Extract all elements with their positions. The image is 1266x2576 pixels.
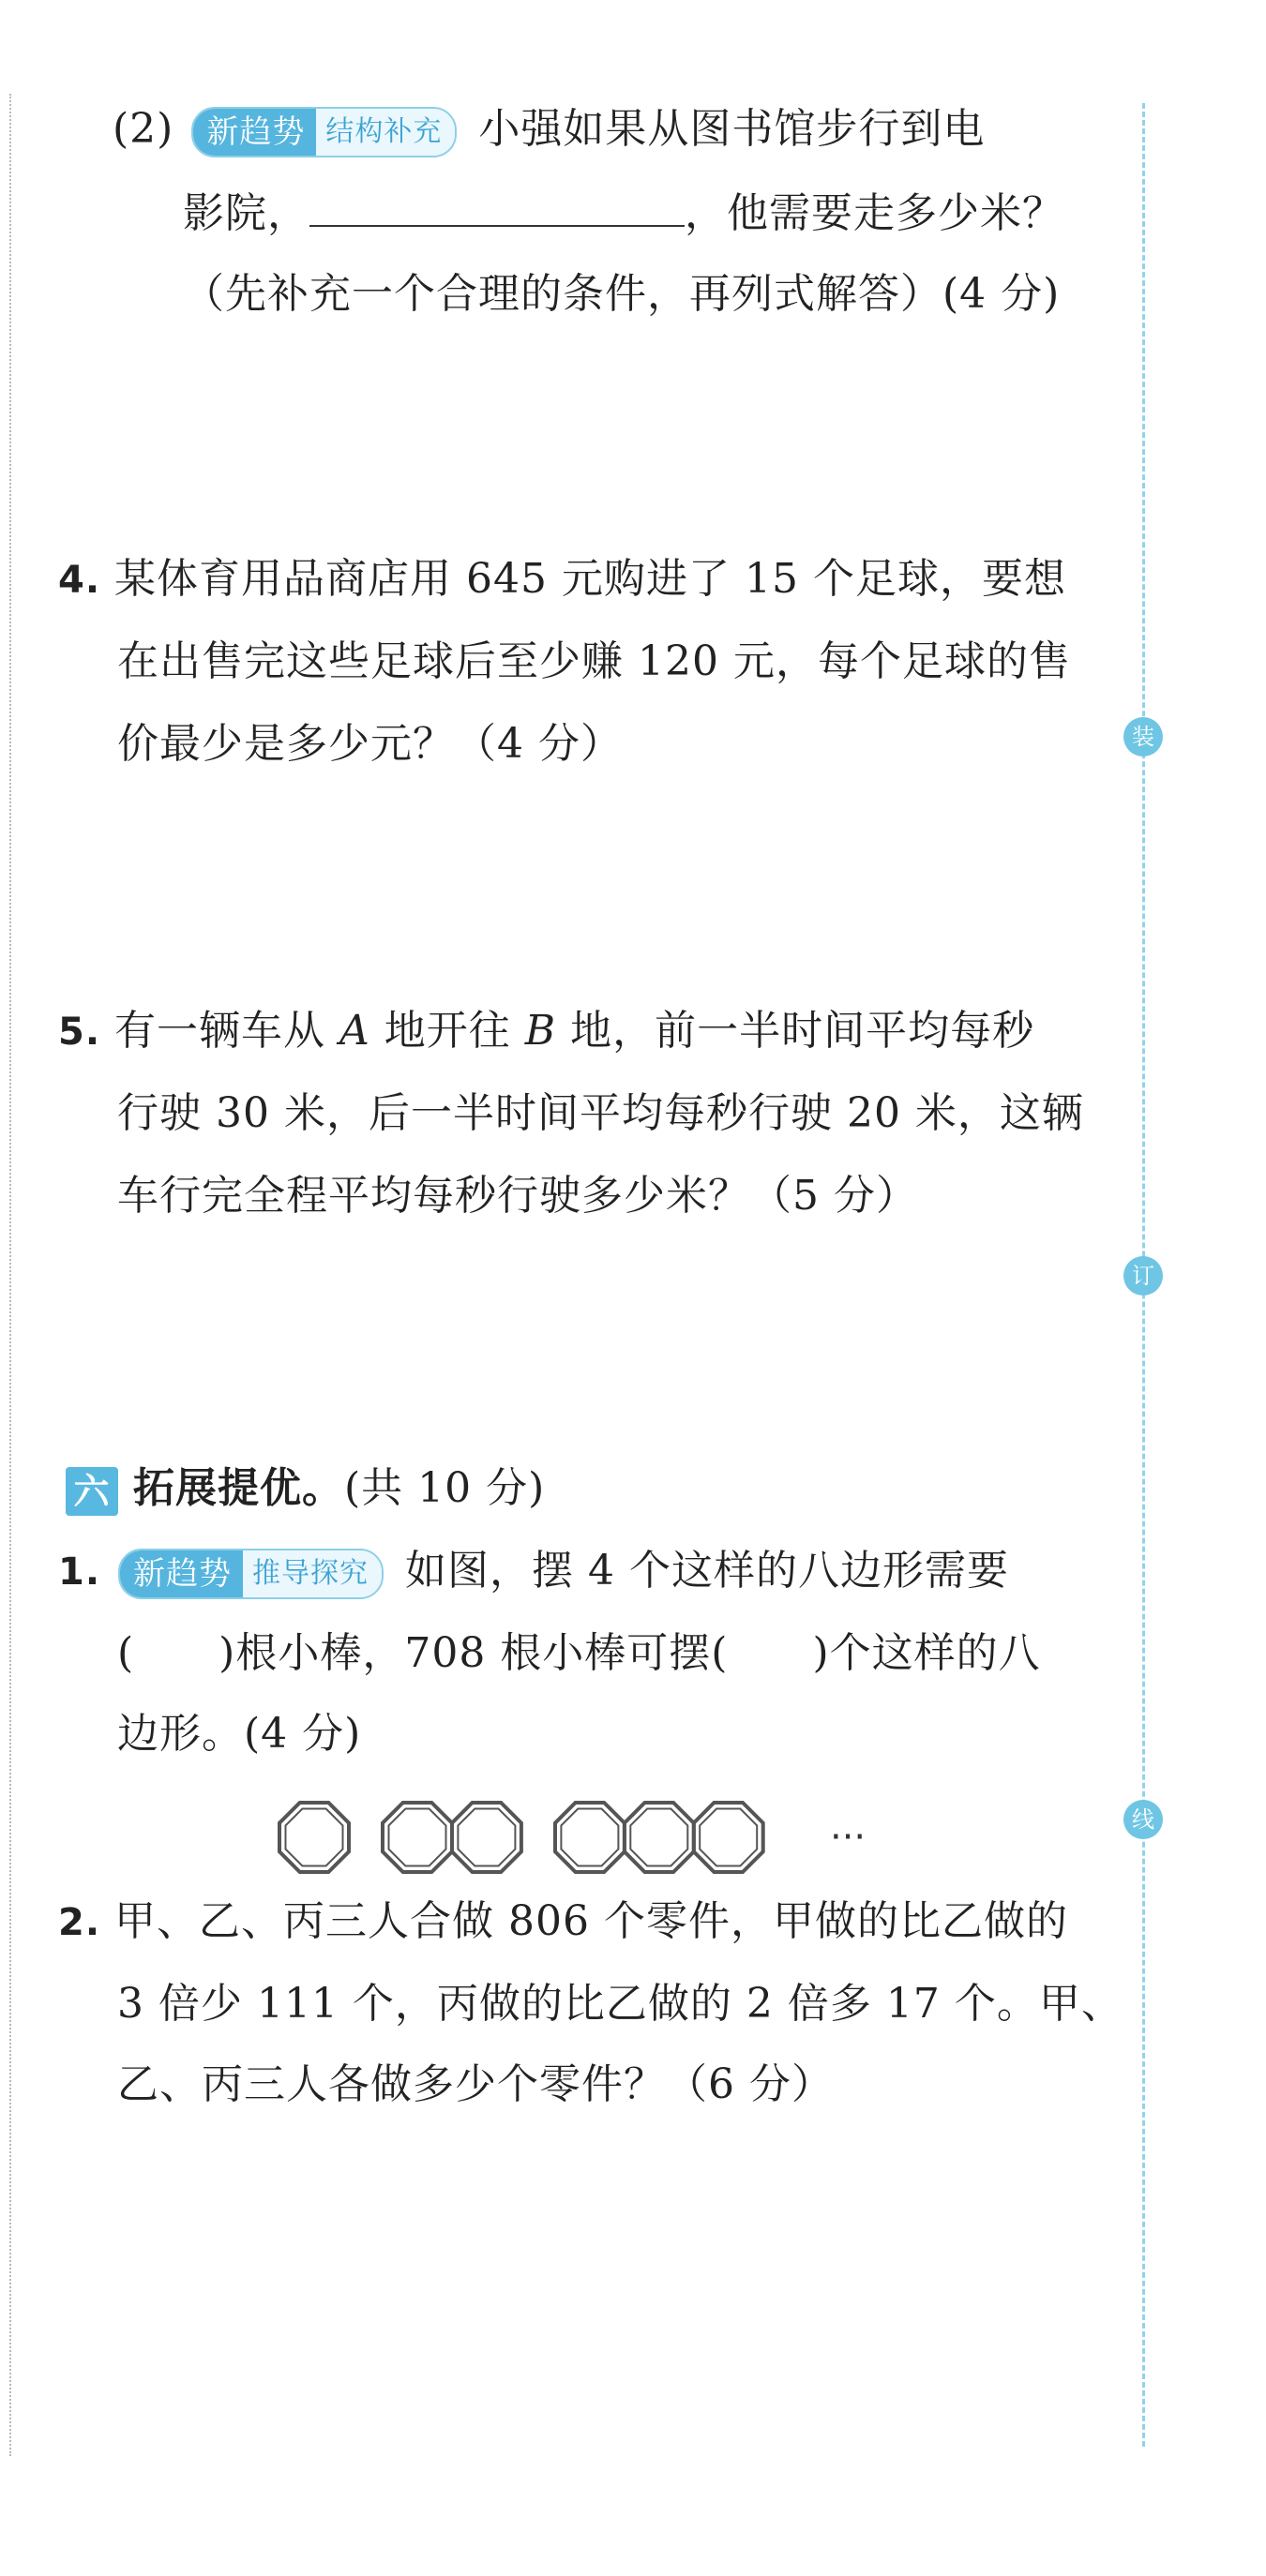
s6q1-text1: 如图，摆 4 个这样的八边形需要	[405, 1547, 1009, 1595]
octagon-inner-3-3	[700, 1809, 757, 1866]
octagon-1-1	[279, 1803, 349, 1872]
explore-tag-sub: 推导探究	[243, 1550, 382, 1597]
margin-mark-2: 订	[1123, 1256, 1163, 1295]
explore-tag	[118, 1549, 384, 1599]
s6q2-line2: 3 倍少 111 个，丙做的比乙做的 2 倍多 17 个。甲、	[117, 1980, 1123, 2028]
subq2-line1	[113, 103, 985, 157]
trend-tag	[191, 107, 457, 157]
q5-line2: 行驶 30 米，后一半时间平均每秒行驶 20 米，这辆	[117, 1089, 1084, 1137]
q5-line1	[58, 1005, 1034, 1058]
octagon-inner-3-1	[561, 1809, 618, 1866]
s6q2-line1	[58, 1895, 1068, 1949]
trend-tag-sub: 结构补充	[316, 109, 455, 156]
octagon-3-3	[694, 1803, 763, 1872]
subq2-text: 小强如果从图书馆步行到电	[478, 105, 986, 153]
section6-title: 拓展提优。	[133, 1464, 344, 1512]
q4-text1: 某体育用品商店用 645 元购进了 15 个足球，要想	[114, 555, 1066, 603]
q5-line3: 车行完全程平均每秒行驶多少米？（5 分）	[117, 1172, 918, 1220]
margin-mark-1: 装	[1123, 717, 1163, 756]
margin-mark-3: 线	[1123, 1800, 1163, 1839]
s6q2-number: 2.	[58, 1901, 101, 1944]
octagon-inner-2-1	[389, 1809, 446, 1866]
q5-text1b: 地开往	[369, 1007, 525, 1055]
q4-number: 4.	[58, 559, 101, 602]
q4-line3: 价最少是多少元？（4 分）	[117, 720, 623, 768]
octagon-inner-3-2	[630, 1809, 687, 1866]
octagon-figure	[277, 1786, 877, 1889]
octagon-inner-1-1	[286, 1809, 343, 1866]
octagon-3-1	[555, 1803, 625, 1872]
q4-line1	[58, 553, 1066, 607]
explore-tag-main: 新趋势	[120, 1550, 243, 1597]
s6q2-text1: 甲、乙、丙三人合做 806 个零件，甲做的比乙做的	[114, 1897, 1068, 1945]
section6-score: (共 10 分)	[344, 1464, 546, 1512]
q5-text1c: 地，前一半时间平均每秒	[556, 1007, 1035, 1055]
fill-blank[interactable]	[309, 187, 685, 227]
s6q1-line3: 边形。(4 分)	[117, 1710, 362, 1758]
s6q1-line1	[58, 1545, 1009, 1599]
octagon-inner-2-2	[458, 1809, 515, 1866]
subq2-line2-end: ，他需要走多少米？	[685, 189, 1064, 237]
subq2-line3: （先补充一个合理的条件，再列式解答）(4 分)	[183, 270, 1061, 318]
section6-badge: 六	[66, 1467, 118, 1516]
octagon-3-2	[625, 1803, 694, 1872]
trend-tag-main: 新趋势	[193, 109, 316, 156]
var-a: A	[339, 1007, 370, 1055]
s6q1-line2: ( )根小棒，708 根小棒可摆( )个这样的八	[117, 1629, 1041, 1677]
subq2-line2	[183, 187, 1064, 240]
q5-text1a: 有一辆车从	[114, 1007, 340, 1055]
figure-ellipsis: ···	[830, 1816, 867, 1859]
octagon-2-2	[452, 1803, 521, 1872]
s6q1-number: 1.	[58, 1550, 101, 1594]
left-dotted-margin	[9, 94, 11, 2456]
subq2-line2-start: 影院，	[183, 189, 309, 237]
octagon-2-1	[383, 1803, 452, 1872]
var-b: B	[524, 1007, 557, 1055]
q4-line2: 在出售完这些足球后至少赚 120 元，每个足球的售	[117, 637, 1071, 685]
subq2-number: (2)	[113, 105, 174, 153]
q5-number: 5.	[58, 1011, 101, 1054]
s6q2-line3: 乙、丙三人各做多少个零件？（6 分）	[117, 2060, 834, 2108]
section6-header	[66, 1462, 545, 1516]
